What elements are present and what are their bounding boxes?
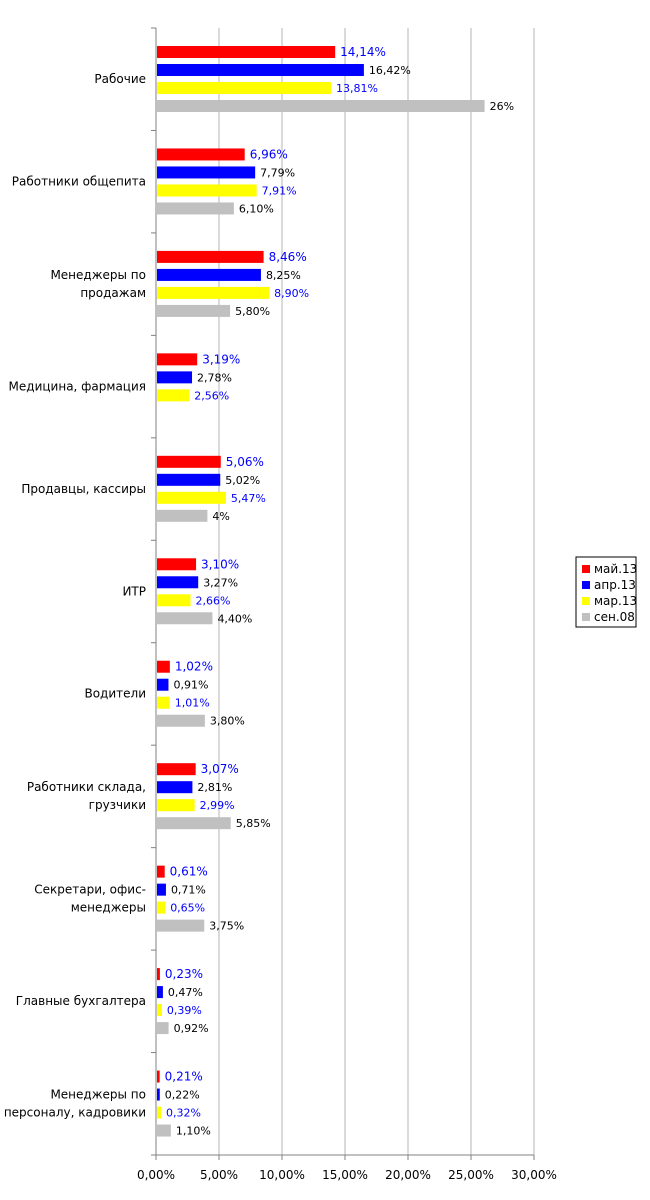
bar-2 — [157, 269, 261, 281]
data-label: 26% — [489, 100, 515, 113]
bar-2 — [157, 64, 364, 76]
bar-3 — [157, 184, 257, 196]
legend-swatch — [582, 581, 590, 589]
bar-3 — [157, 594, 191, 606]
data-label: 5,80% — [235, 304, 271, 318]
bar-1 — [157, 251, 264, 263]
category-label: Менеджеры по персоналу, кадровики — [3, 1087, 146, 1120]
bar-2 — [157, 474, 220, 486]
data-label: 1,01% — [174, 696, 210, 710]
bar-4 — [157, 817, 231, 829]
data-label: 0,39% — [166, 1004, 202, 1018]
data-label: 4,40% — [217, 612, 253, 626]
bar-2 — [157, 884, 166, 896]
category-label: Работники склада, грузчики — [26, 780, 146, 813]
bar-4 — [157, 612, 212, 624]
data-label: 0,47% — [167, 986, 203, 1000]
bar-3 — [157, 82, 331, 94]
data-label: 6,10% — [238, 202, 274, 216]
bar-3 — [157, 697, 170, 709]
data-label: 1,02% — [174, 659, 213, 674]
x-tick-label: 10,00% — [259, 1168, 305, 1182]
data-label: 6,96% — [249, 147, 288, 162]
data-label: 0,23% — [164, 967, 204, 982]
x-tick-labels — [137, 1168, 557, 1182]
data-label: 8,46% — [268, 249, 307, 264]
data-label: 5,06% — [225, 454, 264, 469]
legend-swatch — [582, 613, 590, 621]
data-label: 0,91% — [173, 678, 209, 692]
data-label: 0,65% — [170, 901, 206, 915]
bars — [157, 46, 485, 1137]
data-label: 1,10% — [175, 1124, 211, 1138]
category-label: ИТР — [122, 584, 146, 599]
bar-4 — [157, 715, 205, 727]
legend-label: сен.08 — [594, 610, 635, 624]
bar-2 — [157, 166, 255, 178]
bar-3 — [157, 902, 165, 914]
data-label: 7,91% — [261, 184, 297, 198]
bar-1 — [157, 353, 197, 365]
data-label: 3,27% — [203, 576, 239, 590]
data-label: 8,90% — [274, 286, 310, 300]
data-label: 14,14% — [340, 45, 386, 59]
x-tick-label: 30,00% — [511, 1168, 557, 1182]
category-labels — [4, 72, 146, 1120]
bar-4 — [157, 1125, 171, 1137]
bar-3 — [157, 1004, 162, 1016]
data-label: 0,22% — [164, 1088, 200, 1102]
data-label: 0,71% — [170, 883, 206, 897]
bar-1 — [157, 866, 165, 878]
legend-label: апр.13 — [594, 578, 636, 592]
bar-1 — [157, 968, 160, 980]
legend-label: май.13 — [594, 562, 638, 576]
data-label: 2,66% — [195, 594, 231, 608]
legend-swatch — [582, 597, 590, 605]
data-label: 5,47% — [230, 491, 266, 505]
bar-1 — [157, 46, 335, 58]
bar-1 — [157, 1071, 160, 1083]
category-label: Водители — [84, 686, 146, 701]
bar-4 — [157, 100, 485, 112]
data-label: 7,79% — [260, 166, 296, 180]
bar-1 — [157, 558, 196, 570]
bar-4 — [157, 305, 230, 317]
category-label: Медицина, фармация — [8, 379, 146, 394]
x-tick-label: 25,00% — [448, 1168, 494, 1182]
category-label: Продавцы, кассиры — [21, 481, 146, 496]
category-label: Секретари, офис-менеджеры — [34, 882, 146, 915]
bar-1 — [157, 148, 245, 160]
data-label: 13,81% — [336, 82, 378, 95]
bar-3 — [157, 389, 189, 401]
bar-2 — [157, 576, 198, 588]
bar-2 — [157, 679, 168, 691]
bar-1 — [157, 763, 196, 775]
data-label: 0,61% — [169, 864, 208, 879]
bar-1 — [157, 661, 170, 673]
data-label: 2,78% — [197, 371, 232, 385]
data-label: 3,07% — [200, 762, 239, 777]
category-label: Работники общепита — [11, 174, 146, 189]
legend — [576, 557, 637, 627]
legend-label: мар.13 — [594, 594, 638, 608]
bar-2 — [157, 986, 163, 998]
data-label: 3,75% — [209, 919, 245, 933]
data-label: 0,92% — [173, 1022, 209, 1036]
bar-4 — [157, 202, 234, 214]
category-label: Рабочие — [94, 72, 146, 86]
bar-3 — [157, 799, 195, 811]
legend-swatch — [582, 565, 590, 573]
data-label: 5,85% — [235, 817, 271, 831]
data-label: 16,42% — [368, 64, 411, 77]
bar-4 — [157, 1022, 169, 1034]
x-tick-label: 0,00% — [136, 1168, 176, 1182]
data-label: 3,19% — [202, 352, 241, 367]
bar-2 — [157, 371, 192, 383]
data-label: 4% — [212, 509, 230, 523]
bar-2 — [157, 1089, 160, 1101]
data-label: 0,21% — [164, 1069, 203, 1084]
data-label: 5,02% — [225, 473, 261, 487]
category-label: Главные бухгалтера — [15, 994, 146, 1009]
bar-3 — [157, 287, 269, 299]
bar-1 — [157, 456, 221, 468]
data-label: 3,10% — [201, 557, 240, 572]
x-tick-label: 20,00% — [385, 1168, 431, 1182]
data-label: 2,99% — [199, 799, 235, 813]
bar-2 — [157, 781, 192, 793]
x-tick-label: 5,00% — [199, 1168, 239, 1182]
bar-4 — [157, 920, 204, 932]
bar-4 — [157, 510, 207, 522]
data-label: 3,80% — [209, 714, 245, 728]
x-tick-label: 15,00% — [322, 1168, 368, 1182]
bar-3 — [157, 1107, 161, 1119]
data-label: 0,32% — [166, 1106, 201, 1120]
data-label: 8,25% — [265, 268, 301, 282]
data-label: 2,81% — [197, 781, 233, 795]
data-label: 2,56% — [194, 389, 230, 403]
category-label: Менеджеры по продажам — [50, 267, 146, 300]
bar-3 — [157, 492, 226, 504]
